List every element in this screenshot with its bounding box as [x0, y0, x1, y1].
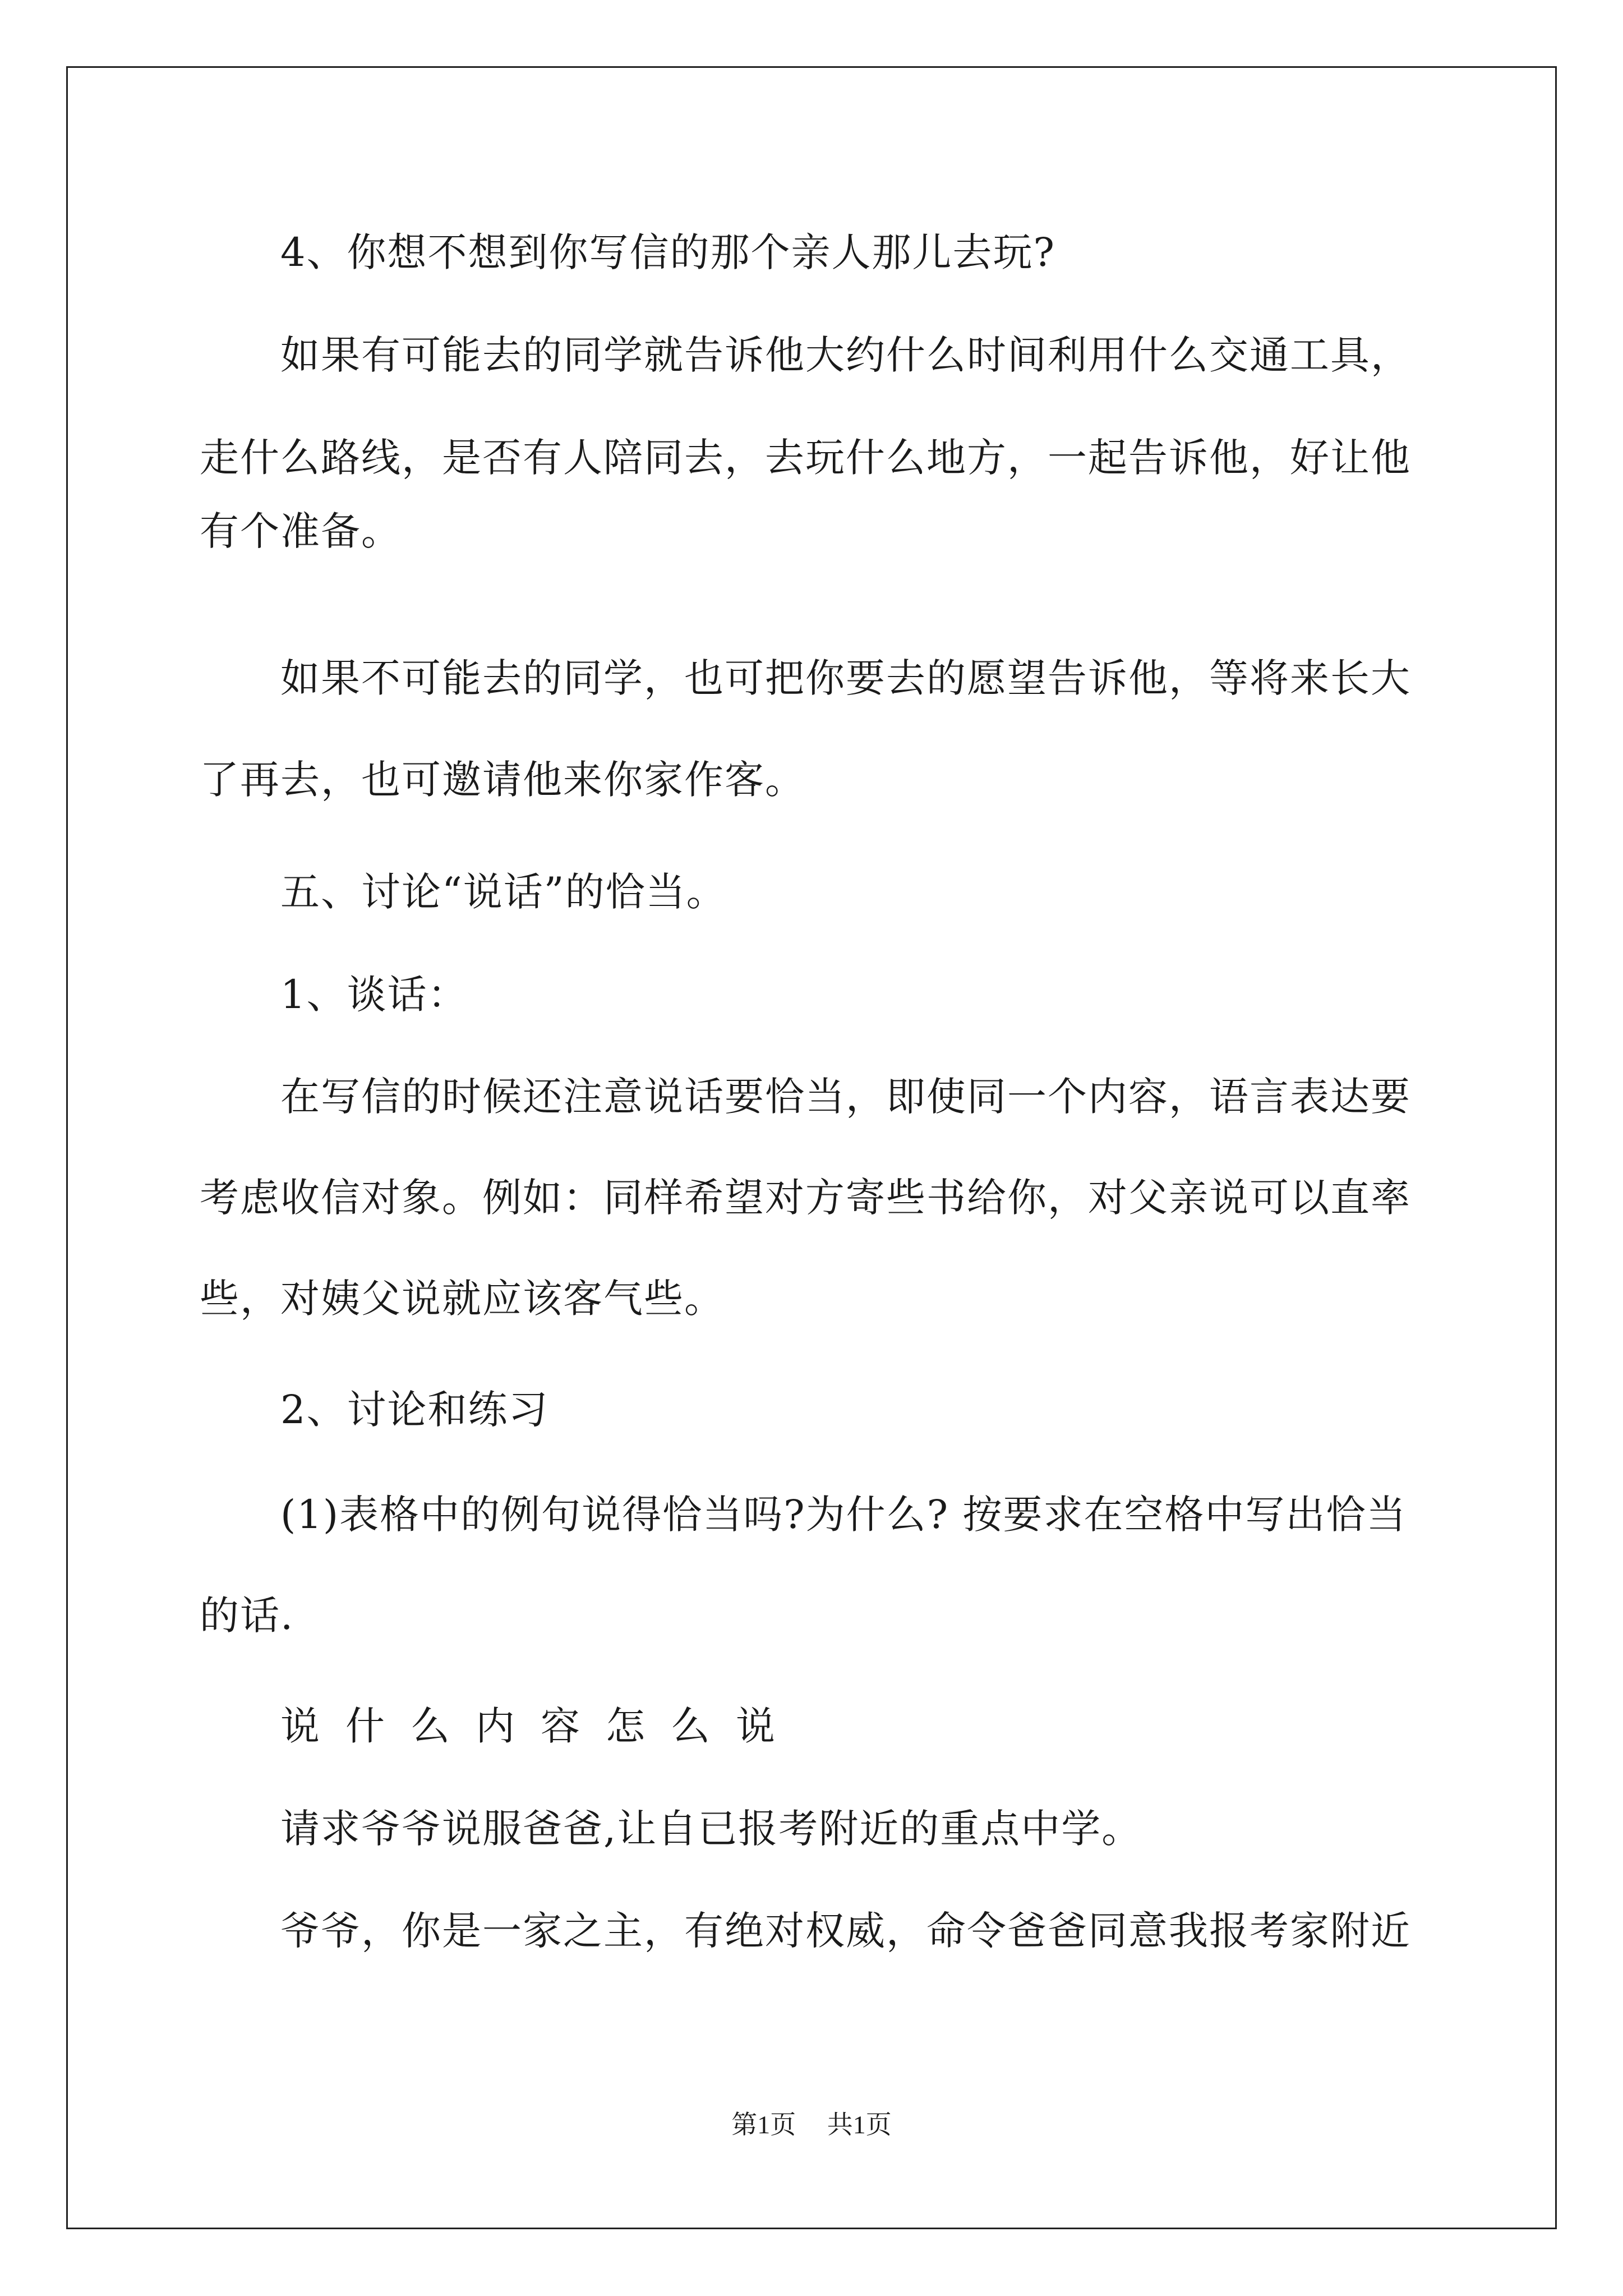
- paragraph-2-line-1: 如果有可能去的同学就告诉他大约什么时间利用什么交通工具，: [280, 332, 1411, 378]
- paragraph-5-line-2: 的话.: [200, 1593, 294, 1639]
- paragraph-3-line-1: 如果不可能去的同学，也可把你要去的愿望告诉他，等将来长大: [280, 655, 1411, 701]
- paragraph-2-line-3: 有个准备。: [200, 508, 402, 554]
- paragraph-5-line-1: (1)表格中的例句说得恰当吗?为什么? 按要求在空格中写出恰当: [280, 1492, 1407, 1538]
- table-row-2: 爷爷，你是一家之主，有绝对权威，命令爸爸同意我报考家附近: [280, 1908, 1411, 1954]
- paragraph-1: 4、你想不想到你写信的那个亲人那儿去玩?: [280, 229, 1056, 275]
- subheading-1: 1、谈话：: [280, 972, 468, 1018]
- table-header: 说什么内容怎么说: [280, 1703, 801, 1749]
- page-total: 共1页: [827, 2110, 892, 2139]
- subheading-2: 2、讨论和练习: [280, 1387, 549, 1433]
- paragraph-4-line-3: 些，对姨父说就应该客气些。: [200, 1276, 725, 1322]
- page-footer: [0, 2108, 1623, 2142]
- paragraph-4-line-2: 考虑收信对象。例如：同样希望对方寄些书给你，对父亲说可以直率: [200, 1175, 1411, 1221]
- section-heading: 五、讨论“说话”的恰当。: [280, 869, 727, 915]
- paragraph-2-line-2: 走什么路线，是否有人陪同去，去玩什么地方，一起告诉他，好让他: [200, 435, 1411, 481]
- paragraph-4-line-1: 在写信的时候还注意说话要恰当，即使同一个内容，语言表达要: [280, 1074, 1411, 1120]
- table-row-1: 请求爷爷说服爸爸,让自已报考附近的重点中学。: [280, 1806, 1142, 1852]
- paragraph-3-line-2: 了再去，也可邀请他来你家作客。: [200, 757, 805, 803]
- page-number: 第1页: [731, 2110, 796, 2139]
